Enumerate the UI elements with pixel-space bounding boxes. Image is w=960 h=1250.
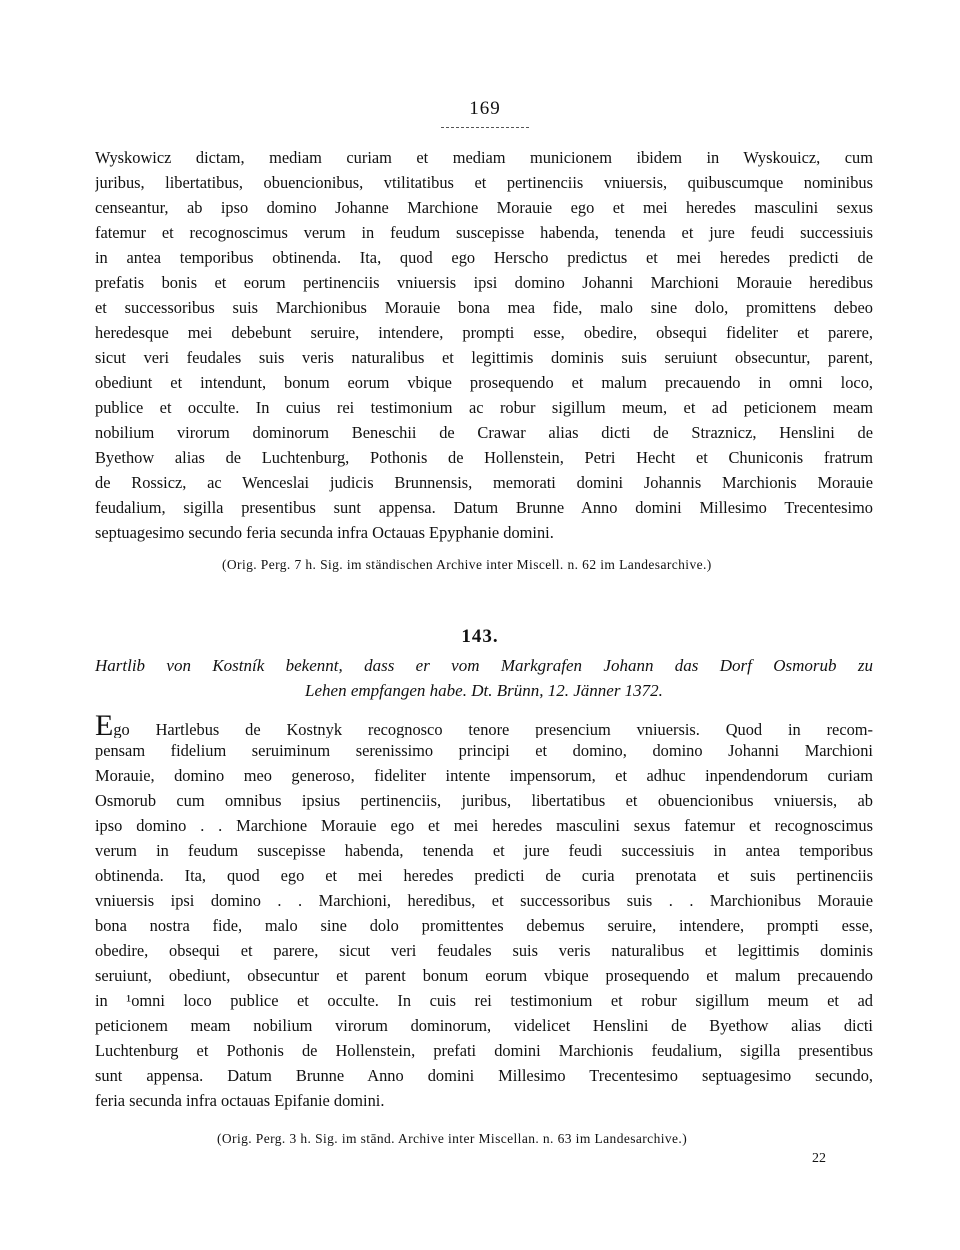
page-number-rule [441, 127, 529, 128]
text-line: heredesque mei debebunt seruire, intendere, prompti esse, obedire, obsequi fideliter et parere, [95, 323, 873, 342]
source-note-142: (Orig. Perg. 7 h. Sig. im ständischen Archive inter Miscell. n. 62 im Landesarchive.) [222, 557, 712, 572]
text-line: de Rossicz, ac Wenceslai judicis Brunnensis, memorati domini Johannis Marchionis Morauie [95, 473, 873, 492]
text-line: ipso domino . . Marchione Morauie ego et mei heredes masculini sexus fatemur et recognoscimus [95, 816, 873, 835]
text-line: pensam fidelium seruiminum serenissimo principi et domino, domino Johanni Marchioni [95, 741, 873, 760]
document-142-body [95, 145, 873, 545]
signature-mark: 22 [812, 1151, 826, 1166]
text-line: obtinenda. Ita, quod ego et mei heredes predicti de curia prenotata et suis pertinenciis [95, 866, 873, 885]
text-line: vniuersis ipsi domino . . Marchioni, heredibus, et successoribus suis . . Marchionibus Morauie [95, 891, 873, 910]
text-line: feudalium, sigilla presentibus sunt appensa. Datum Brunne Anno domini Millesimo Trecentesimo [95, 498, 873, 517]
text-line: Wyskowicz dictam, mediam curiam et mediam municionem ibidem in Wyskouicz, cum [95, 148, 873, 167]
text-line: obedire, obsequi et parere, sicut veri feudales suis veris naturalibus et legittimis dominis [95, 941, 873, 960]
text-line: publice et occulte. In cuius rei testimonium ac robur sigillum meum, et ad peticionem meam [95, 398, 873, 417]
text-line: seruiunt, obediunt, obsecuntur et parent bonum eorum vbique prosequendo et malum precauendo [95, 966, 873, 985]
text-line: Morauie, domino meo generoso, fideliter intente impensorum, et adhuc inpendendorum curiam [95, 766, 873, 785]
text-line: sicut veri feudales suis veris naturalibus et legittimis dominis suis seruiunt obsecuntur, parent, [95, 348, 873, 367]
text-line: fatemur et recognoscimus verum in feudum suscepisse habenda, tenenda et jure feudi successiuis [95, 223, 873, 242]
text-line: in antea temporibus obtinenda. Ita, quod ego Herscho predictus et mei heredes predicti de [95, 248, 873, 267]
document-143-body [95, 713, 873, 1113]
text-line: in ¹omni loco publice et occulte. In cuis rei testimonium et robur sigillum meum et ad [95, 991, 873, 1010]
page-number: 169 [469, 98, 501, 119]
text-line: et successoribus suis Marchionibus Morauie bona mea fide, malo sine dolo, promittens debeo [95, 298, 873, 317]
regest-line-1: Hartlib von Kostník bekennt, dass er vom Markgrafen Johann das Dorf Osmorub zu [95, 656, 873, 675]
text-line: septuagesimo secundo feria secunda infra Octauas Epyphanie domini. [95, 523, 554, 542]
text-line: peticionem meam nobilium virorum dominorum, videlicet Henslini de Byethow alias dicti [95, 1016, 873, 1035]
text-line: sunt appensa. Datum Brunne Anno domini Millesimo Trecentesimo septuagesimo secundo, [95, 1066, 873, 1085]
text-line: obediunt et intendunt, bonum eorum vbique prosequendo et malum precauendo in omni loco, [95, 373, 873, 392]
source-note-143: (Orig. Perg. 3 h. Sig. im stānd. Archive inter Miscellan. n. 63 im Landesarchive.) [217, 1131, 688, 1146]
text-line: Luchtenburg et Pothonis de Hollenstein, prefati domini Marchionis feudalium, sigilla presentibus [95, 1041, 873, 1060]
document-number: 143. [461, 626, 499, 647]
text-line: censeantur, ab ipso domino Johanne Marchione Morauie ego et mei heredes masculini sexus [95, 198, 873, 217]
regest-line-2: Lehen empfangen habe. Dt. Brünn, 12. Jänner 1372. [305, 681, 663, 700]
text-line: nobilium virorum dominorum Beneschii de Crawar alias dicti de Straznicz, Henslini de [95, 423, 873, 442]
text-line: prefatis bonis et eorum pertinenciis vniuersis ipsi domino Johanni Marchioni Morauie heredibus [95, 273, 873, 292]
text-line: Byethow alias de Luchtenburg, Pothonis de Hollenstein, Petri Hecht et Chuniconis fratrum [95, 448, 873, 467]
first-line-text: go Hartlebus de Kostnyk recognosco tenore presencium vniuersis. Quod in recom- [113, 720, 873, 738]
first-text-line [95, 713, 873, 738]
text-line: verum in feudum suscepisse habenda, tenenda et jure feudi successiuis in antea temporibus [95, 841, 873, 860]
drop-cap: E [95, 713, 114, 738]
text-line: feria secunda infra octauas Epifanie domini. [95, 1091, 385, 1110]
text-line: bona nostra fide, malo sine dolo promittentes debemus seruire, intendere, prompti esse, [95, 916, 873, 935]
text-line: Osmorub cum omnibus ipsius pertinenciis, juribus, libertatibus et obuencionibus vniuersis, ab [95, 791, 873, 810]
text-line: juribus, libertatibus, obuencionibus, vtilitatibus et pertinenciis vniuersis, quibuscumque nominibus [95, 173, 873, 192]
